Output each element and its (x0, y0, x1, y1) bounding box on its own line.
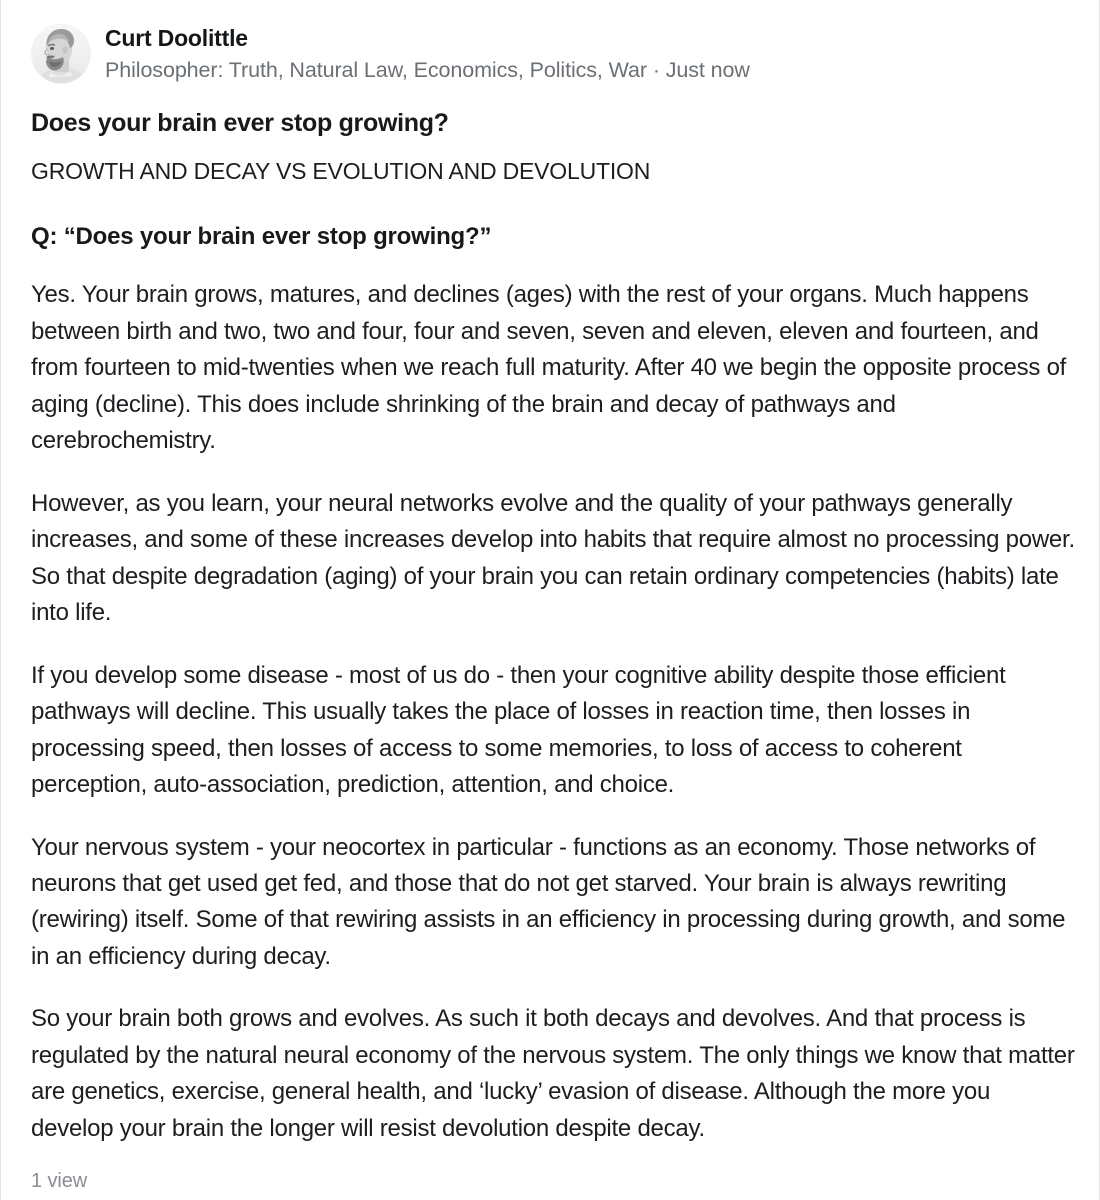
avatar[interactable] (31, 24, 91, 84)
post-body (31, 277, 1077, 1147)
body-paragraph: However, as you learn, your neural networks evolve and the quality of your pathways generally increases, and some of these increases develop into habits that require almost no processing power. So that despite degradation (aging) of your brain you can retain ordinary competencies (habits) late into life. (31, 489, 1075, 627)
post-subhead: GROWTH AND DECAY VS EVOLUTION AND DEVOLUTION (31, 158, 651, 185)
post-question-heading: Q: “Does your brain ever stop growing?” (31, 223, 492, 251)
author-name[interactable]: Curt Doolittle (105, 25, 248, 51)
author-text-block (105, 22, 750, 85)
body-paragraph: So your brain both grows and evolves. As such it both decays and devolves. And that process is regulated by the natural neural economy of the nervous system. The only things we know that matter are genetics, exercise, general health, and ‘lucky’ evasion of disease. Although the more you develop your brain the longer will resist devolution despite decay. (31, 1005, 1075, 1142)
view-count: 1 view (31, 1170, 88, 1193)
post-author-header[interactable] (31, 18, 1077, 85)
body-paragraph: Yes. Your brain grows, matures, and declines (ages) with the rest of your organs. Much happens between birth and two, two and four, four and seven, seven and eleven, eleven and fourteen, and from fourteen to mid-twenties when we reach full maturity. After 40 we begin the opposite process of aging (decline). This does include shrinking of the brain and decay of pathways and cerebrochemistry. (31, 281, 1067, 455)
body-paragraph: If you develop some disease - most of us do - then your cognitive ability despite those efficient pathways will decline. This usually takes the place of losses in reaction time, then losses in processing speed, then losses of access to some memories, to loss of access to coherent perception, auto-association, prediction, attention, and choice. (31, 661, 1006, 799)
body-paragraph: Your nervous system - your neocortex in particular - functions as an economy. Those networks of neurons that get used get fed, and those that do not get starved. Your brain is always rewriting (rewiring) itself. Some of that rewiring assists in an efficiency in processing during growth, and some in an efficiency during decay. (31, 833, 1066, 970)
author-byline: Philosopher: Truth, Natural Law, Economics, Politics, War · Just now (105, 57, 750, 82)
page-title: Does your brain ever stop growing? (31, 108, 449, 137)
user-avatar-photo-icon (31, 24, 91, 84)
